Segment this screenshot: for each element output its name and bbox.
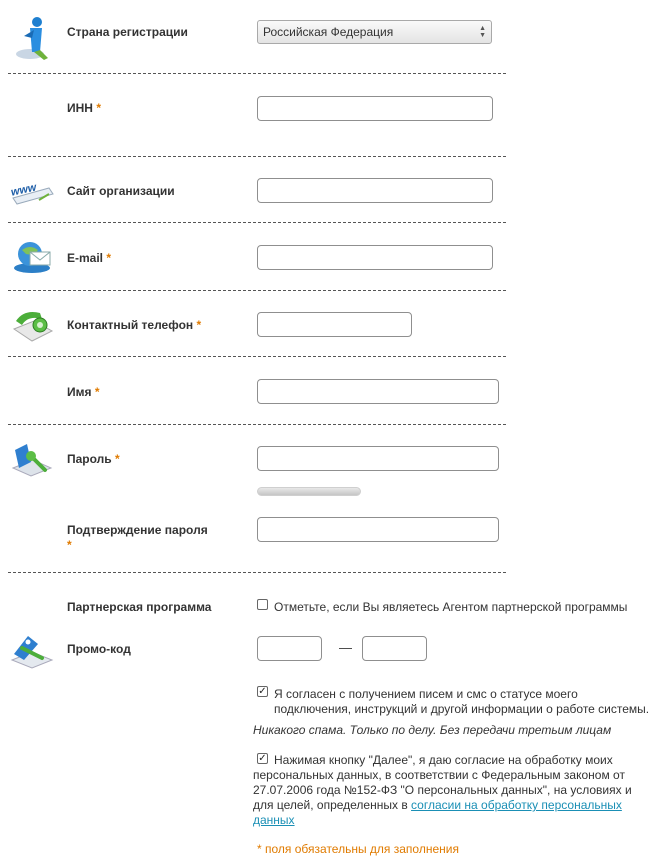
- www-icon: [9, 176, 55, 209]
- country-label: Страна регистрации: [67, 25, 188, 39]
- phone-label: Контактный телефон *: [67, 318, 202, 332]
- required-mark: *: [67, 538, 72, 552]
- consent-pd-text: Нажимая кнопку "Далее", я даю согласие на обработку моих персональных данных, в соответствии с Федеральным законом от 27.07.2006 года №152-ФЗ "О персональных данных", на условиях и для целей, определенных в согласии на обработку персональных данных: [253, 753, 632, 827]
- promo-input-1[interactable]: [257, 636, 322, 661]
- password-confirm-input[interactable]: [257, 517, 499, 542]
- inn-label: ИНН *: [67, 101, 101, 115]
- separator: [8, 572, 506, 573]
- password-input[interactable]: [257, 446, 499, 471]
- consent-pd-link-cont[interactable]: данных: [253, 813, 295, 827]
- consent-mail-note: Никакого спама. Только по делу. Без передачи третьим лицам: [253, 723, 612, 737]
- phone-input[interactable]: [257, 312, 412, 337]
- required-mark: *: [196, 318, 202, 332]
- select-arrows-icon: ▲ ▼: [479, 25, 486, 39]
- email-globe-icon: [10, 240, 56, 277]
- promo-dash: —: [339, 640, 352, 655]
- separator: [8, 156, 506, 157]
- separator: [8, 356, 506, 357]
- person-globe-icon: [10, 14, 50, 65]
- country-select[interactable]: [257, 20, 492, 44]
- password-strength-bar: [257, 487, 361, 496]
- password-confirm-label: Подтверждение пароля *: [67, 523, 208, 552]
- promo-tag-icon: [8, 630, 56, 673]
- country-selected-value: Российская Федерация: [263, 25, 394, 39]
- telephone-icon: [10, 303, 56, 350]
- consent-mail-text: Я согласен с получением писем и смс о статусе моего подключения, инструкций и другой информации о работе системы.: [274, 687, 650, 716]
- name-label: Имя *: [67, 385, 100, 399]
- promo-input-2[interactable]: [362, 636, 427, 661]
- required-mark: *: [94, 385, 100, 399]
- inn-input[interactable]: [257, 96, 493, 121]
- required-mark: *: [115, 452, 120, 466]
- required-mark: *: [96, 101, 101, 115]
- partner-checkbox[interactable]: [257, 599, 268, 610]
- website-label: Сайт организации: [67, 184, 175, 198]
- consent-pd-checkbox[interactable]: ✓: [258, 753, 267, 764]
- consent-mail-checkbox[interactable]: ✓: [258, 686, 267, 697]
- password-label: Пароль *: [67, 452, 120, 466]
- required-mark: *: [106, 251, 112, 265]
- keys-icon: [9, 440, 55, 483]
- email-label: E-mail *: [67, 251, 112, 265]
- separator: [8, 73, 506, 74]
- separator: [8, 222, 506, 223]
- separator: [8, 424, 506, 425]
- separator: [8, 290, 506, 291]
- website-input[interactable]: [257, 178, 493, 203]
- svg-text:www: www: [9, 181, 38, 199]
- partner-checkbox-text: Отметьте, если Вы являетесь Агентом партнерской программы: [274, 600, 628, 614]
- consent-pd-link[interactable]: согласии на обработку персональных: [411, 798, 622, 812]
- promo-label: Промо-код: [67, 642, 131, 656]
- required-fields-note: * поля обязательны для заполнения: [257, 842, 459, 856]
- email-input[interactable]: [257, 245, 493, 270]
- name-input[interactable]: [257, 379, 499, 404]
- partner-label: Партнерская программа: [67, 600, 212, 614]
